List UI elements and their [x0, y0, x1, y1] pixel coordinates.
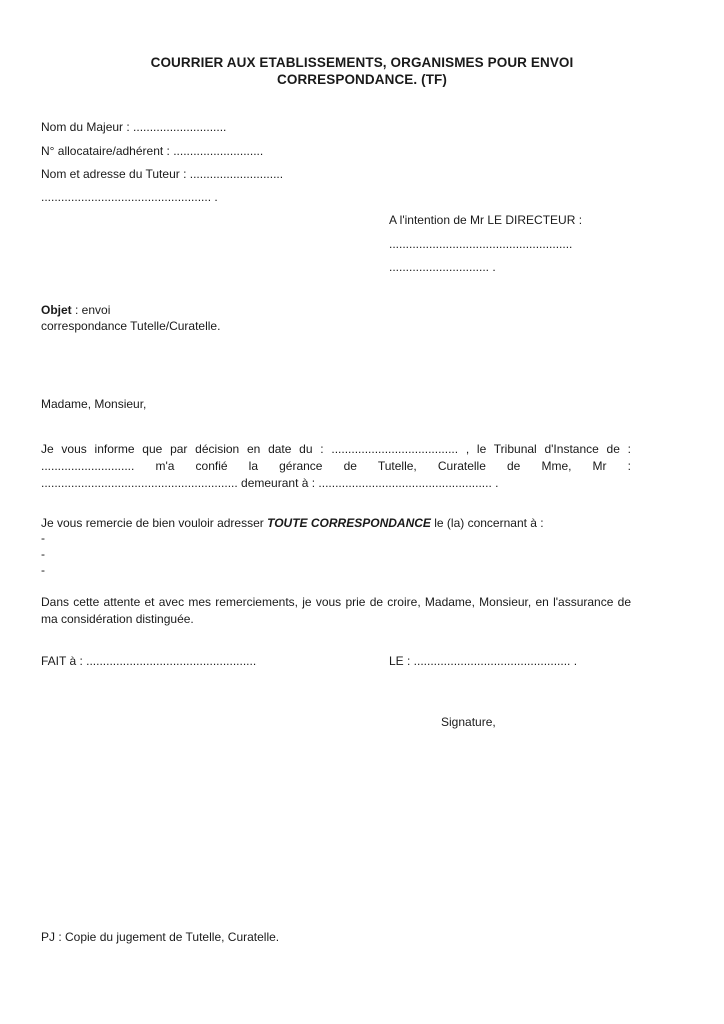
signature-label: Signature,	[441, 715, 496, 729]
paragraph-decision: Je vous informe que par décision en date du : ...................................... , le Tribunal d'Instance de : ............................ m'a confié la gérance de Tutelle, Curatelle de Mme, Mr : ........................................................... demeurant à : .................................................... .	[41, 442, 631, 490]
tuteur-address-line: ................................................... .	[41, 190, 218, 204]
nom-adresse-tuteur-field: Nom et adresse du Tuteur : ............................	[41, 167, 284, 181]
objet-line2: correspondance Tutelle/Curatelle.	[41, 319, 221, 333]
nom-majeur-field: Nom du Majeur : ............................	[41, 120, 227, 134]
closing-paragraph: Dans cette attente et avec mes remerciements, je vous prie de croire, Madame, Monsieur, en l'assurance de ma considération distinguée.	[41, 595, 631, 626]
recipient-intention: A l'intention de Mr LE DIRECTEUR :	[389, 213, 583, 227]
salutation: Madame, Monsieur,	[41, 397, 147, 411]
date-field: LE : ............................................... .	[389, 654, 578, 668]
request-emphasis: TOUTE CORRESPONDANCE	[267, 516, 431, 530]
fait-a-field: FAIT à : ...................................................	[41, 654, 257, 668]
allocataire-field: N° allocataire/adhérent : ...........................	[41, 144, 264, 158]
recipient-line2: .............................. .	[389, 260, 496, 274]
objet-label: Objet	[41, 303, 72, 317]
document-title-line2: CORRESPONDANCE. (TF)	[277, 72, 447, 87]
document-title-line1: COURRIER AUX ETABLISSEMENTS, ORGANISMES POUR ENVOI	[150, 55, 574, 70]
paragraph-request	[41, 516, 544, 530]
request-text-before: Je vous remercie de bien vouloir adresser	[41, 516, 268, 530]
recipient-line1: .......................................................	[389, 237, 573, 251]
address-dash-3: -	[41, 563, 45, 577]
request-text-after: le (la) concernant à :	[430, 516, 544, 530]
pj-attachment: PJ : Copie du jugement de Tutelle, Curatelle.	[41, 930, 280, 944]
objet-line1	[41, 303, 110, 317]
address-dash-2: -	[41, 547, 45, 561]
objet-text1: : envoi	[71, 303, 111, 317]
address-dash-1: -	[41, 531, 45, 545]
